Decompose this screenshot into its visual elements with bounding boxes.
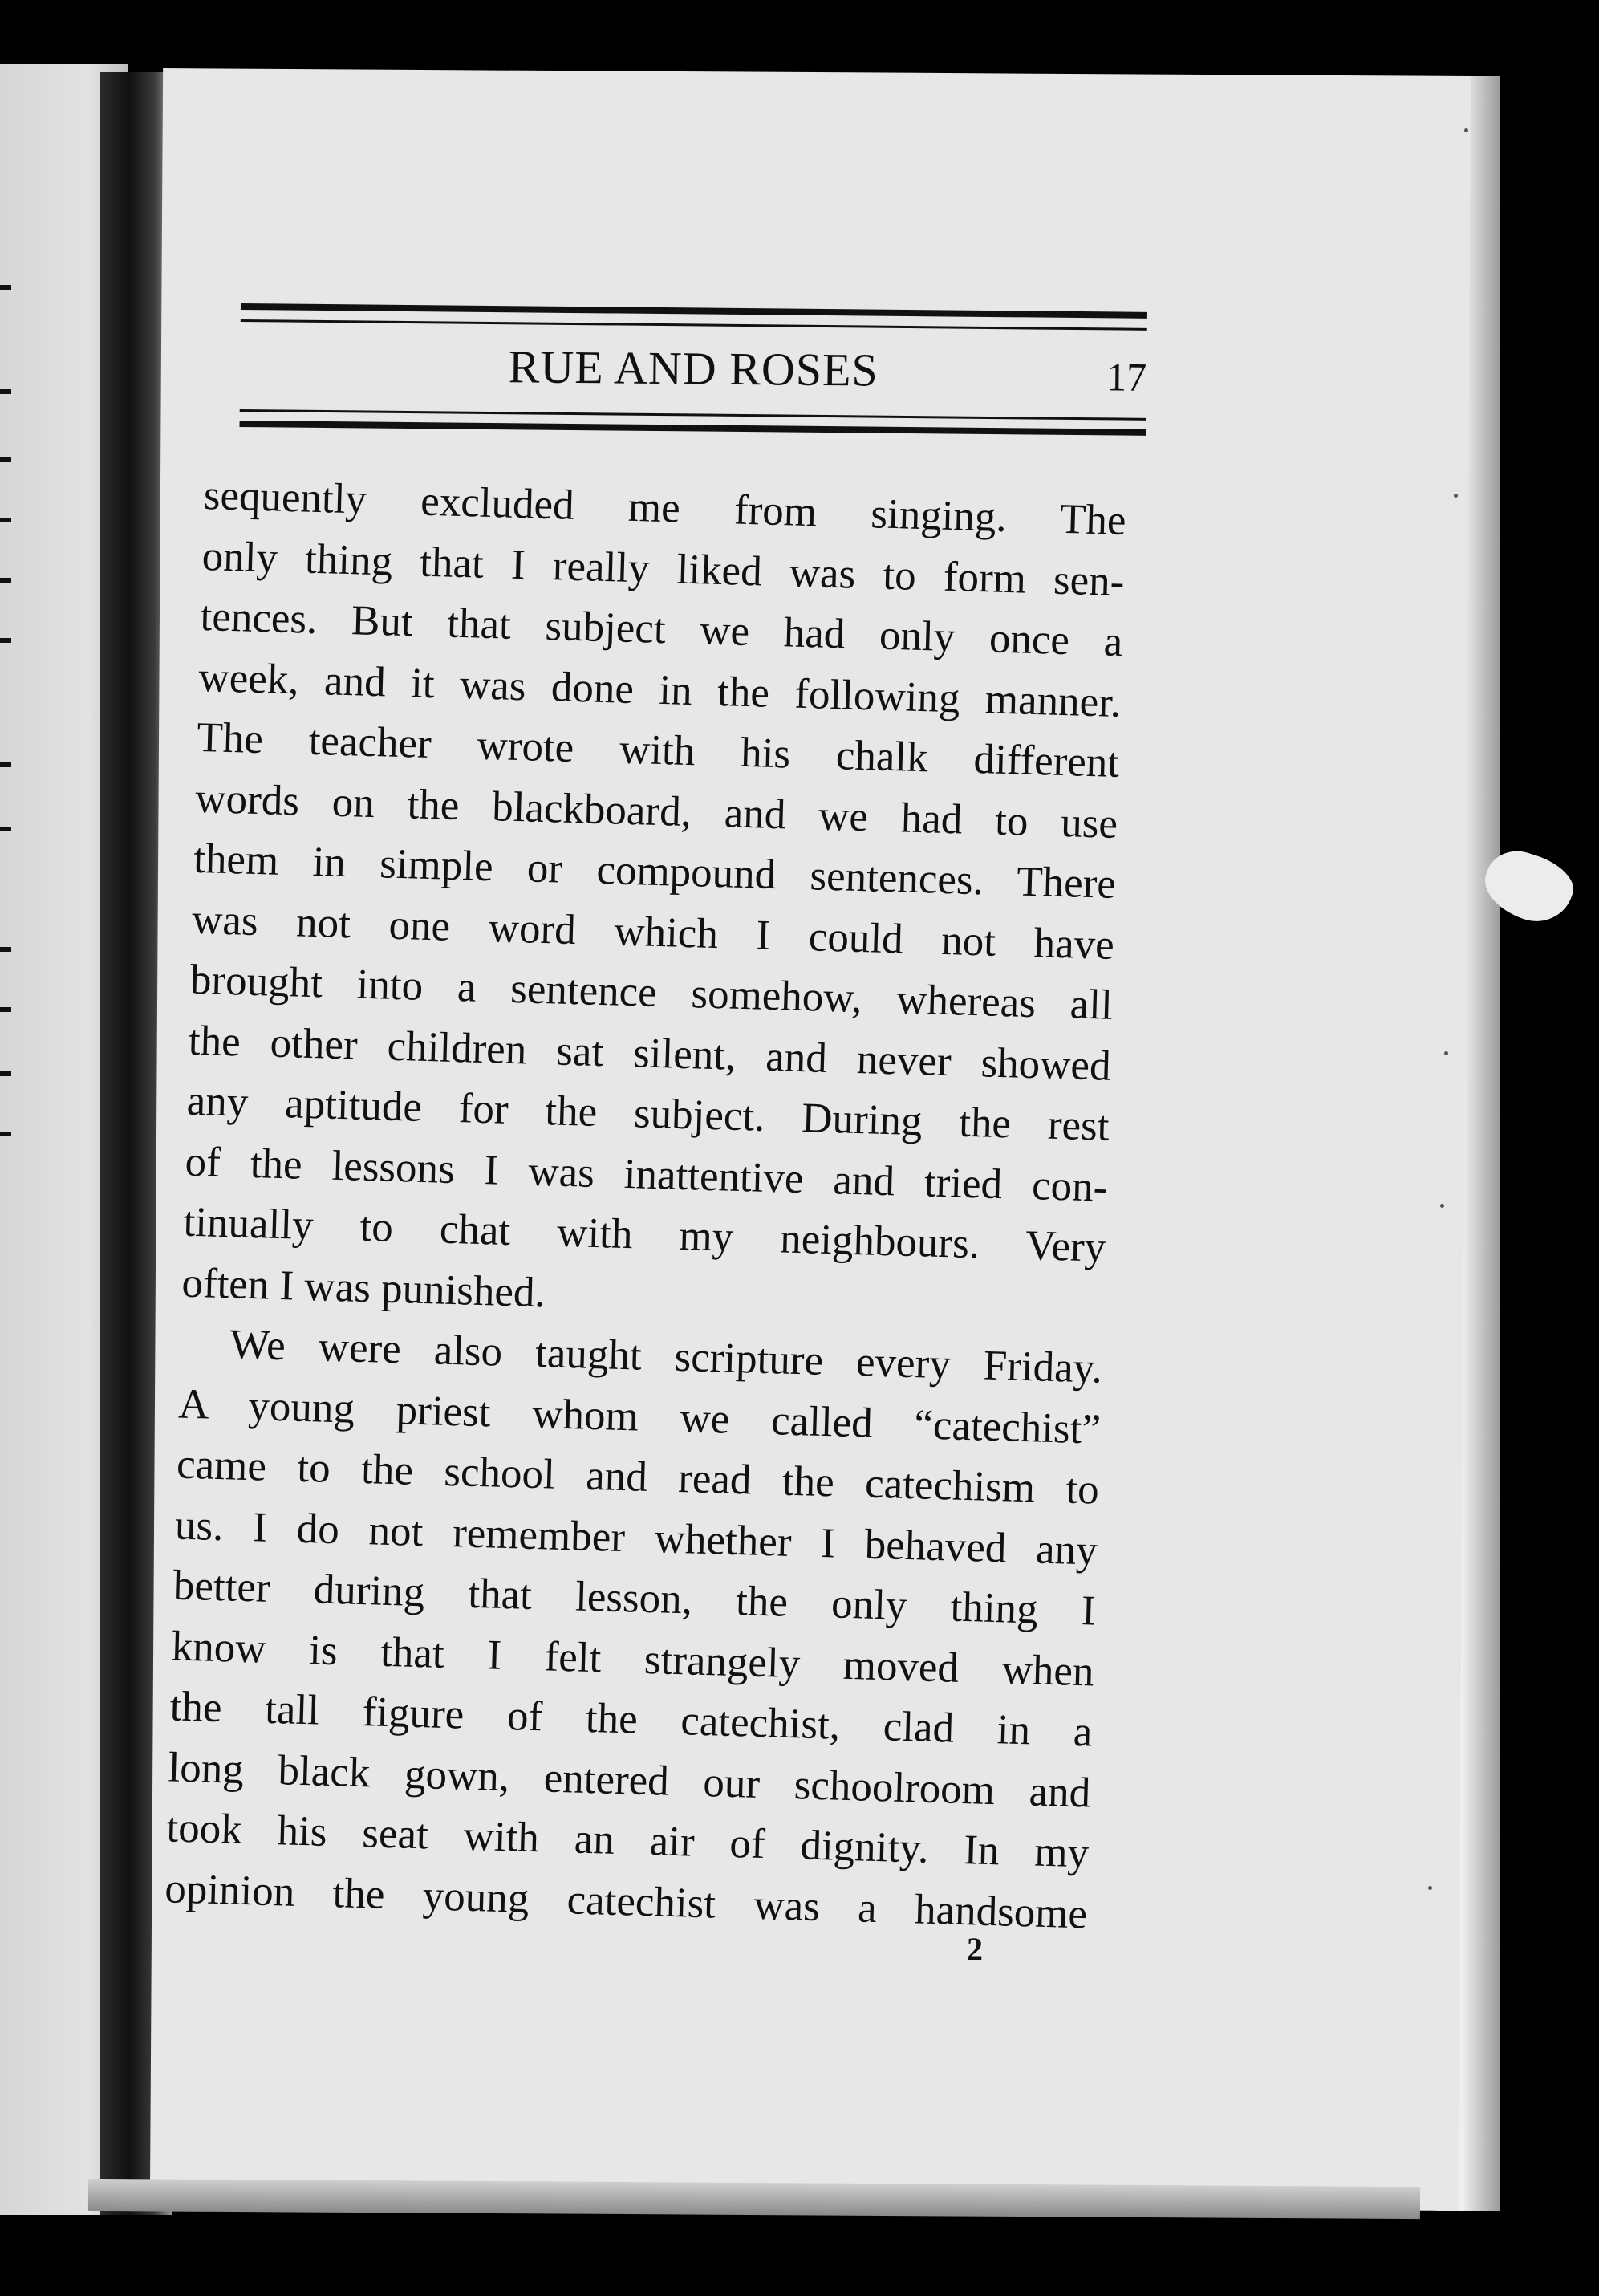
text-line: long black gown, entered our schoolroom and (167, 1743, 1092, 1816)
text-fragment (0, 518, 11, 522)
text-line: took his seat with an air of dignity. In my (165, 1804, 1090, 1877)
text-fragment (0, 285, 11, 290)
text-line: opinion the young catechist was a handsome (164, 1864, 1088, 1937)
running-header (239, 303, 1147, 457)
text-fragment (0, 389, 11, 394)
text-fragment (0, 827, 11, 831)
text-line: A young priest whom we called “catechist” (177, 1380, 1102, 1453)
text-fragment (0, 947, 11, 952)
text-line: them in simple or compound sentences. There (193, 835, 1117, 908)
header-rule-bottom-thin (240, 409, 1146, 421)
running-title: RUE AND ROSES (508, 340, 879, 396)
text-line: came to the school and read the catechism to (176, 1441, 1100, 1514)
paper-speck (1454, 494, 1458, 498)
text-line: sequently excluded me from singing. The (203, 471, 1127, 545)
body-text (164, 465, 1126, 1944)
text-fragment (0, 762, 11, 767)
paper-speck (1428, 1886, 1432, 1890)
text-line: only thing that I really liked was to form sen- (201, 532, 1126, 605)
header-rule-bottom-thick (240, 421, 1146, 436)
header-rule-top-thin (241, 319, 1147, 331)
paragraph-end-line: often I was punished. (181, 1259, 546, 1316)
paper-speck (1440, 1204, 1444, 1208)
paper-speck (1444, 1051, 1448, 1055)
text-fragment (0, 457, 11, 462)
text-line: tinually to chat with my neighbours. Very (182, 1198, 1107, 1271)
text-line: the tall figure of the catechist, clad in a (168, 1683, 1094, 1756)
text-fragment (0, 1007, 11, 1012)
text-line: week, and it was done in the following manner. (197, 653, 1122, 726)
paragraph-start-line: We were also taught scripture every Friday. (229, 1321, 1103, 1392)
text-line: tences. But that subject we had only once a (199, 592, 1124, 666)
text-line: better during that lesson, the only thing I (172, 1562, 1097, 1635)
signature-mark: 2 (967, 1931, 983, 1967)
text-line: us. I do not remember whether I behaved any (174, 1501, 1098, 1575)
text-line: know is that I felt strangely moved when (171, 1622, 1095, 1696)
text-fragment (0, 578, 11, 583)
text-line: The teacher wrote with his chalk different (196, 713, 1120, 786)
page-number: 17 (1106, 354, 1147, 400)
text-line: brought into a sentence somehow, whereas all (189, 956, 1114, 1029)
paper-speck (1464, 128, 1468, 132)
text-line: of the lessons I was inattentive and tried con- (184, 1138, 1109, 1211)
text-line: was not one word which I could not have (191, 896, 1115, 969)
text-fragment (0, 638, 11, 643)
previous-page-text-fragments (0, 64, 16, 2215)
text-line: the other children sat silent, and never showed (188, 1017, 1112, 1090)
text-line: any aptitude for the subject. During the rest (186, 1077, 1110, 1150)
text-line: words on the blackboard, and we had to use (194, 774, 1118, 847)
text-fragment (0, 1132, 11, 1136)
text-fragment (0, 1071, 11, 1076)
